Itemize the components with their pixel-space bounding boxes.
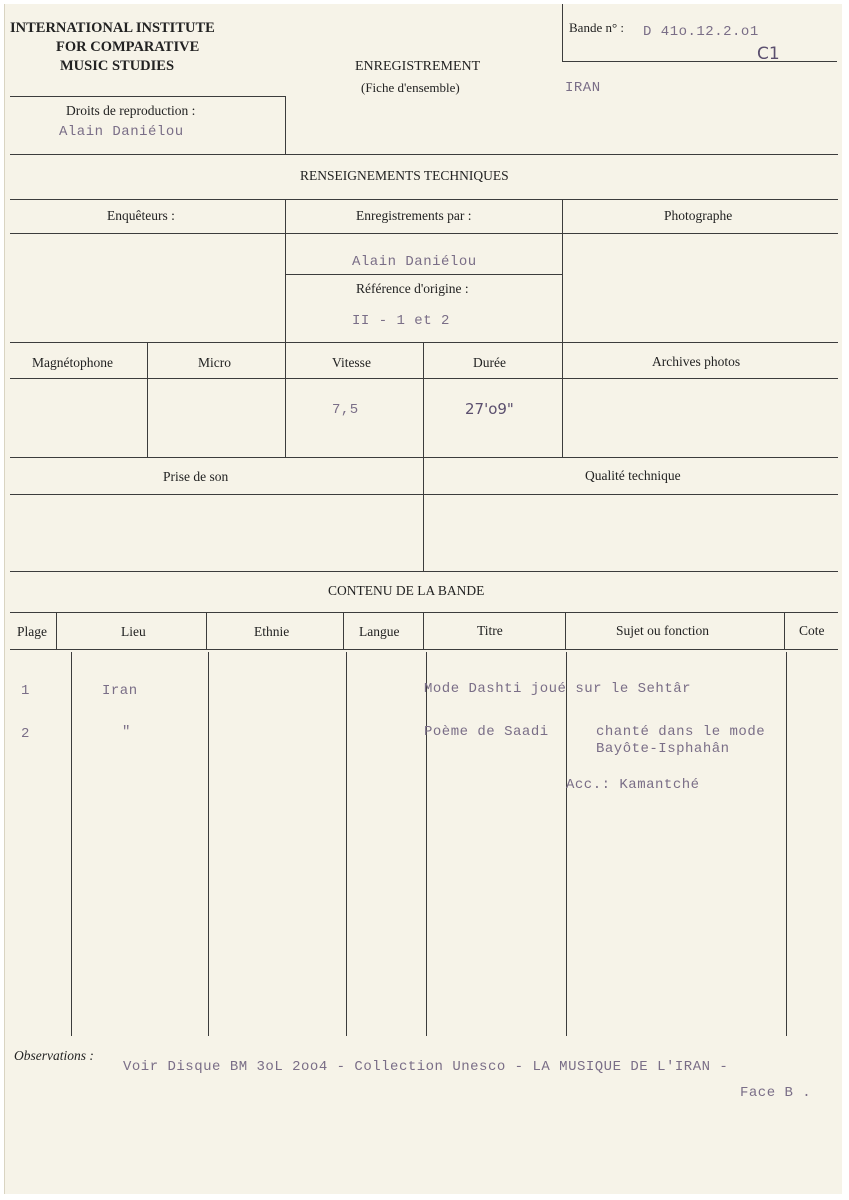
- row1-titre: Mode Dashti joué sur le Sehtâr: [424, 681, 692, 697]
- column-divider: [71, 652, 72, 1036]
- form-title: ENREGISTREMENT: [355, 59, 481, 74]
- row2-sujet-line3: Acc.: Kamantché: [566, 777, 700, 793]
- column-divider: [423, 612, 424, 650]
- column-header-ethnie: Ethnie: [254, 624, 290, 639]
- column-divider: [423, 457, 424, 571]
- column-divider: [206, 612, 207, 650]
- bande-number: D 41o.12.2.o1: [643, 24, 759, 40]
- speed-label: Vitesse: [332, 355, 371, 370]
- column-divider: [423, 342, 424, 458]
- divider: [10, 571, 838, 572]
- rights-box-top-border: [10, 96, 286, 97]
- sound-label: Prise de son: [163, 469, 229, 484]
- column-divider: [562, 342, 563, 458]
- column-divider: [208, 652, 209, 1036]
- column-header-plage: Plage: [17, 624, 47, 639]
- original-ref-label: Référence d'origine :: [356, 281, 469, 296]
- recorded-by-value: Alain Daniélou: [352, 254, 477, 270]
- investigators-label: Enquêteurs :: [107, 208, 175, 223]
- original-ref-value: II - 1 et 2: [352, 313, 450, 329]
- column-header-sujet: Sujet ou fonction: [616, 623, 709, 638]
- divider: [10, 457, 838, 458]
- row2-sujet-line1: chanté dans le mode: [596, 724, 766, 740]
- observations-line2: Face B .: [740, 1085, 812, 1101]
- column-divider: [784, 612, 785, 650]
- divider: [10, 233, 838, 234]
- archive-form-card: [4, 4, 842, 1194]
- form-subtitle: (Fiche d'ensemble): [361, 80, 460, 95]
- observations-line1: Voir Disque BM 3oL 2oo4 - Collection Unesco - LA MUSIQUE DE L'IRAN -: [123, 1059, 729, 1075]
- bande-annotation: C1: [757, 44, 780, 64]
- tape-recorder-label: Magnétophone: [32, 355, 113, 370]
- column-divider: [285, 342, 286, 458]
- column-divider: [566, 652, 567, 1036]
- column-divider: [562, 200, 563, 342]
- column-divider: [786, 652, 787, 1036]
- divider: [286, 274, 562, 275]
- column-header-cote: Cote: [799, 623, 825, 638]
- row1-lieu: Iran: [102, 683, 138, 699]
- row2-titre: Poème de Saadi: [424, 724, 549, 740]
- column-divider: [56, 612, 57, 650]
- column-divider: [346, 652, 347, 1036]
- bande-box-bottom-border: [562, 61, 837, 62]
- column-divider: [343, 612, 344, 650]
- divider: [10, 378, 838, 379]
- recorded-by-label: Enregistrements par :: [356, 208, 472, 223]
- divider: [10, 649, 838, 650]
- bande-label: Bande n° :: [569, 20, 625, 35]
- column-header-lieu: Lieu: [121, 624, 146, 639]
- column-header-langue: Langue: [359, 624, 400, 639]
- observations-label: Observations :: [14, 1048, 94, 1063]
- column-divider: [285, 200, 286, 342]
- divider: [10, 612, 838, 613]
- institute-name-line1: INTERNATIONAL INSTITUTE: [10, 20, 215, 36]
- row2-plage: 2: [21, 726, 30, 742]
- quality-label: Qualité technique: [585, 468, 681, 483]
- row2-sujet-line2: Bayôte-Isphahân: [596, 741, 730, 757]
- contents-section-title: CONTENU DE LA BANDE: [328, 583, 485, 598]
- technical-section-title: RENSEIGNEMENTS TECHNIQUES: [300, 168, 509, 183]
- column-divider: [565, 612, 566, 650]
- column-divider: [426, 652, 427, 1036]
- duration-label: Durée: [473, 355, 506, 370]
- photographer-label: Photographe: [664, 208, 733, 223]
- duration-value: 27'o9": [465, 400, 514, 418]
- speed-value: 7,5: [332, 402, 359, 418]
- rights-box-right-border: [285, 96, 286, 154]
- bande-box-left-border: [562, 4, 563, 62]
- column-header-titre: Titre: [477, 623, 503, 638]
- row1-plage: 1: [21, 683, 30, 699]
- row2-lieu: ": [122, 724, 131, 740]
- micro-label: Micro: [198, 355, 231, 370]
- divider: [10, 154, 838, 155]
- rights-label: Droits de reproduction :: [66, 103, 196, 118]
- divider: [10, 342, 838, 343]
- divider: [10, 199, 838, 200]
- rights-value: Alain Daniélou: [59, 124, 184, 140]
- institute-name-line2: FOR COMPARATIVE: [56, 39, 200, 55]
- photo-archives-label: Archives photos: [652, 354, 741, 369]
- country-value: IRAN: [565, 80, 601, 96]
- column-divider: [147, 342, 148, 458]
- divider: [10, 494, 838, 495]
- institute-name-line3: MUSIC STUDIES: [60, 58, 175, 74]
